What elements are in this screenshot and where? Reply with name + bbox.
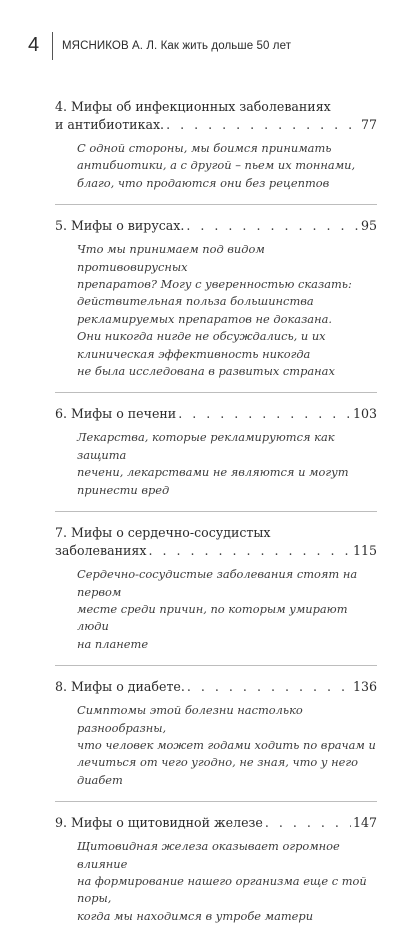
dot-leader [166,116,359,134]
toc-entry-5[interactable] [55,217,377,380]
dot-leader [187,678,351,696]
toc-entry-9[interactable] [55,814,377,925]
toc-entry-6[interactable] [55,405,377,499]
toc-entry-title-line-1: 7. Мифы о сердечно-сосудистых [55,525,271,541]
toc-entry-description: Лекарства, которые рекламируются как защита печени, лекарствами не являются и могут принести вред [77,430,349,497]
toc-entry-title [55,98,377,134]
toc-entry-title-line-1: 9. Мифы о щитовидной железе [55,815,263,831]
toc-entry-title-line-1: 4. Мифы об инфекционных заболеваниях [55,99,331,114]
toc-page-number[interactable]: 136 [352,679,377,695]
toc-entry-title [55,814,377,832]
toc-entry-description: Что мы принимаем под видом противовирусных препаратов? Могу с уверенностью сказать: действительная польза большинства рекламируемых препаратов не доказана. Они никогда нигде не обсуждались, и их клиническая эффективность никогда не была исследована в развитых странах [77,242,352,379]
toc-entry-7[interactable] [55,524,377,653]
page-header [0,34,410,58]
dot-leader [178,405,351,423]
toc-entry-8[interactable] [55,678,377,789]
toc-entry-title [55,524,377,560]
dot-leader [186,217,359,235]
toc-entry-title-line-1: 5. Мифы о вирусах. [55,218,185,234]
toc-entry-title-line-2: и антибиотиках. [55,117,165,132]
toc-page-number[interactable]: 95 [360,218,377,234]
toc-entry-description: Сердечно-сосудистые заболевания стоят на первом месте среди причин, по которым умирают люди на планете [77,567,358,651]
header-divider [52,32,53,60]
divider [55,204,377,205]
table-of-contents [55,98,377,925]
toc-entry-title-line-1: 8. Мифы о диабете. [55,679,185,695]
toc-entry-4[interactable] [55,98,377,192]
toc-entry-description: С одной стороны, мы боимся принимать антибиотики, а с другой – пьем их тоннами, благо, что продаются они без рецептов [77,141,356,190]
dot-leader [148,542,351,560]
toc-page-number[interactable]: 77 [360,117,377,132]
toc-entry-title [55,678,377,696]
dot-leader [265,814,351,832]
toc-entry-title [55,405,377,423]
toc-entry-title-line-1: 6. Мифы о печени [55,406,177,422]
toc-page-number[interactable]: 115 [352,543,377,559]
toc-entry-description: Щитовидная железа оказывает огромное влияние на формирование нашего организма еще с той поры, когда мы находимся в утробе матери [77,839,367,923]
divider [55,392,377,393]
running-head: МЯСНИКОВ А. Л. Как жить дольше 50 лет [62,40,292,52]
toc-entry-title-line-2: заболеваниях [55,543,147,559]
divider [55,665,377,666]
toc-page-number[interactable]: 147 [352,815,377,831]
divider [55,511,377,512]
toc-entry-description: Симптомы этой болезни настолько разнообразны, что человек может годами ходить по врачам и лечиться от чего угодно, не зная, что у него диабет [77,703,376,787]
toc-entry-title [55,217,377,235]
divider [55,801,377,802]
toc-page-number[interactable]: 103 [352,406,377,422]
page-number: 4 [28,34,40,56]
